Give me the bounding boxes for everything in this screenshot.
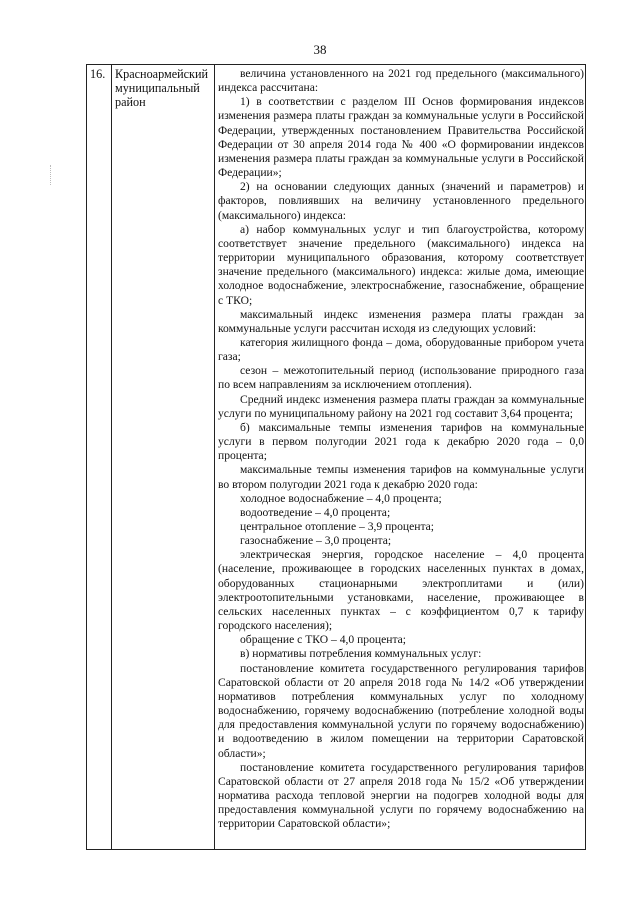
paragraph-average-index: Средний индекс изменения размера платы граждан за коммунальные услуги по муниципальному району на 2021 год составит 3,64 процента; xyxy=(218,392,584,420)
paragraph-item-a: а) набор коммунальных услуг и тип благоустройства, которому соответствует значение предельного (максимального) индекса на территории муниципального образования, которому соответствует значение предельного (максимального) индекса: жилые дома, имеющие холодное водоснабжение, электроснабжение, газоснабжение, обращение с ТКО; xyxy=(218,222,584,307)
paragraph-gas: газоснабжение – 3,0 процента; xyxy=(240,534,392,548)
paragraph-waste: обращение с ТКО – 4,0 процента; xyxy=(240,633,407,647)
paragraph-item-2: 2) на основании следующих данных (значений и параметров) и факторов, повлиявших на величину установленного предельного (максимального) индекса: xyxy=(218,180,584,222)
row-number-cell: 16. xyxy=(87,65,112,849)
paragraph-max-index: максимальный индекс изменения размера платы граждан за коммунальные услуги рассчитан исходя из следующих условий: xyxy=(218,307,584,335)
paragraph-sewerage: водоотведение – 4,0 процента; xyxy=(240,505,391,519)
description-cell xyxy=(215,65,585,849)
paragraph-item-b: б) максимальные темпы изменения тарифов на коммунальные услуги в первом полугодии 2021 года к декабрю 2020 года – 0,0 процента; xyxy=(218,420,584,463)
paragraph-electricity: электрическая энергия, городское население – 4,0 процента (население, проживающее в городских населенных пунктах в домах, оборудованных стационарными электроплитами и (или) электроотопительными установками, население, проживающее в сельских населенных пунктах – с коэффициентом 0,7 к тарифу городского населения); xyxy=(218,548,584,633)
region-name-cell: Красноармейский муниципальный район xyxy=(112,65,215,849)
page-number: 38 xyxy=(313,42,327,57)
margin-mark xyxy=(50,165,54,185)
paragraph-resolution-15-2: постановление комитета государственного регулирования тарифов Саратовской области от 27 апреля 2018 года № 15/2 «Об утверждении норматива расхода тепловой энергии на подогрев холодной воды для предоставления коммунальной услуги по горячему водоснабжению на территории Саратовской области»; xyxy=(218,760,584,831)
paragraph-cold-water: холодное водоснабжение – 4,0 процента; xyxy=(240,491,442,505)
paragraph-item-1: 1) в соответствии с разделом III Основ формирования индексов изменения размера платы граждан за коммунальные услуги в Российской Федерации, утвержденных постановлением Правительства Российской Федерации от 30 апреля 2014 года № 400 «О формировании индексов изменения размера платы граждан за коммунальные услуги в Российской Федерации»; xyxy=(218,95,584,180)
paragraph-heating: центральное отопление – 3,9 процента; xyxy=(240,520,435,533)
paragraph-intro: величина установленного на 2021 год предельного (максимального) индекса рассчитана: xyxy=(218,67,584,95)
region-table xyxy=(86,64,586,850)
paragraph-housing-category: категория жилищного фонда – дома, оборудованные прибором учета газа; xyxy=(218,335,584,364)
paragraph-resolution-14-2: постановление комитета государственного регулирования тарифов Саратовской области от 20 апреля 2018 года № 14/2 «Об утверждении нормативов потребления коммунальных услуг по холодному водоснабжению, горячему водоснабжению (потребление холодной воды для предоставления коммунальной услуги по горячему водоснабжению) и водоотведению в жилом помещении на территории Саратовской области»; xyxy=(218,661,584,760)
paragraph-second-half: максимальные темпы изменения тарифов на коммунальные услуги во втором полугодии 2021 года к декабрю 2020 года: xyxy=(218,463,584,491)
paragraph-item-c: в) нормативы потребления коммунальных услуг: xyxy=(240,647,482,661)
paragraph-season: сезон – межотопительный период (использование природного газа по всем направлениям за исключением отопления). xyxy=(218,364,584,392)
